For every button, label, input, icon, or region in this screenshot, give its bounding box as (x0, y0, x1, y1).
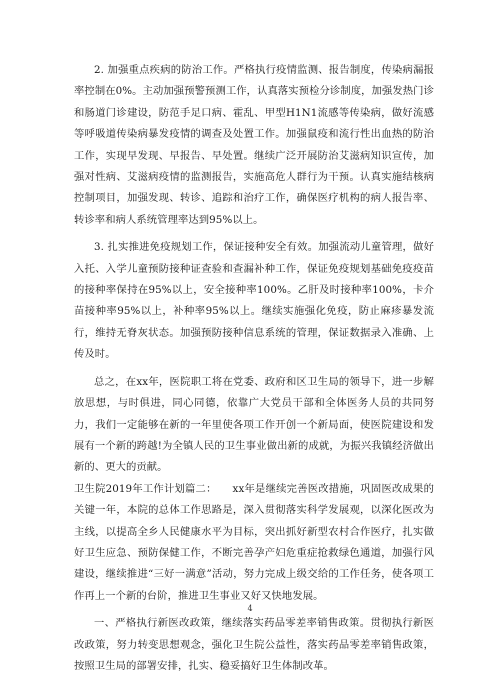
paragraph-summary: 总之，在xx年，医院职工将在党委、政府和区卫生局的领导下，进一步解放思想，与时俱进，同心同德，依靠广大党员干部和全体医务人员的共同努力，我们一定能够在新的一年里使各项工作开创一个新局面，使医院建设和发展有一个新的跨越!为全镇人民的卫生事业做出新的成就，为振兴我镇经济做出新的、更大的贡献。 (74, 375, 434, 474)
document-body (74, 60, 434, 677)
paragraph-plan-intro: 卫生院2019年工作计划篇二： xx年是继续完善医改措施，巩固医改成果的关键一年，本院的总体工作思路是，深入贯彻落实科学发展观，以深化医改为主线，以提高全乡人民健康水平为目标，突出抓好新型农村合作医疗，扎实做好卫生应急、预防保健工作，不断完善孕产妇危重症抢救绿色通道，加强行风建设，继续推进“三好一满意”活动，努力完成上级交给的工作任务，使各项工作再上一个新的台阶，推进卫生事业又好又快地发展。 (74, 482, 434, 602)
paragraph-disease-control: 2. 加强重点疾病的防治工作。严格执行疫情监测、报告制度，传染病漏报率控制在0%。主动加强预警预测工作，认真落实预检分诊制度，加强发热门诊和肠道门诊建设，防范手足口病、霍乱、甲型H1N1流感等传染病，做好流感等呼吸道传染病暴发疫情的调查及处置工作。加强鼠疫和流行性出血热的防治工作，实现早发现、早报告、早处置。继续广泛开展防治艾滋病知识宣传，加强对性病、艾滋病疫情的监测报告，实施高危人群行为干预。认真实施结核病控制项目，加强发现、转诊、追踪和治疗工作，确保医疗机构的病人报告率、转诊率和病人系统管理率达到95%以上。 (74, 64, 434, 226)
paragraph-immunization: 3. 扎实推进免疫规划工作，保证接种安全有效。加强流动儿童管理，做好入托、入学儿童预防接种证查验和查漏补种工作，保证免疫规划基础免疫疫苗的接种率保持在95%以上，安全接种率100%。乙肝及时接种率100%，卡介苗接种率95%以上，补种率95%以上。继续实施强化免疫，防止麻疹暴发流行，维持无脊灰状态。加强预防接种信息系统的管理，保证数据录入准确、上传及时。 (74, 241, 434, 361)
page-number: 4 (247, 604, 253, 613)
paragraph-policy: 一、严格执行新医改政策，继续落实药品零差率销售政策。贯彻执行新医改政策，努力转变思想观念，强化卫生院公益性，落实药品零差率销售政策，按照卫生局的部署安排，扎实、稳妥搞好卫生体制改革。 (74, 617, 434, 672)
